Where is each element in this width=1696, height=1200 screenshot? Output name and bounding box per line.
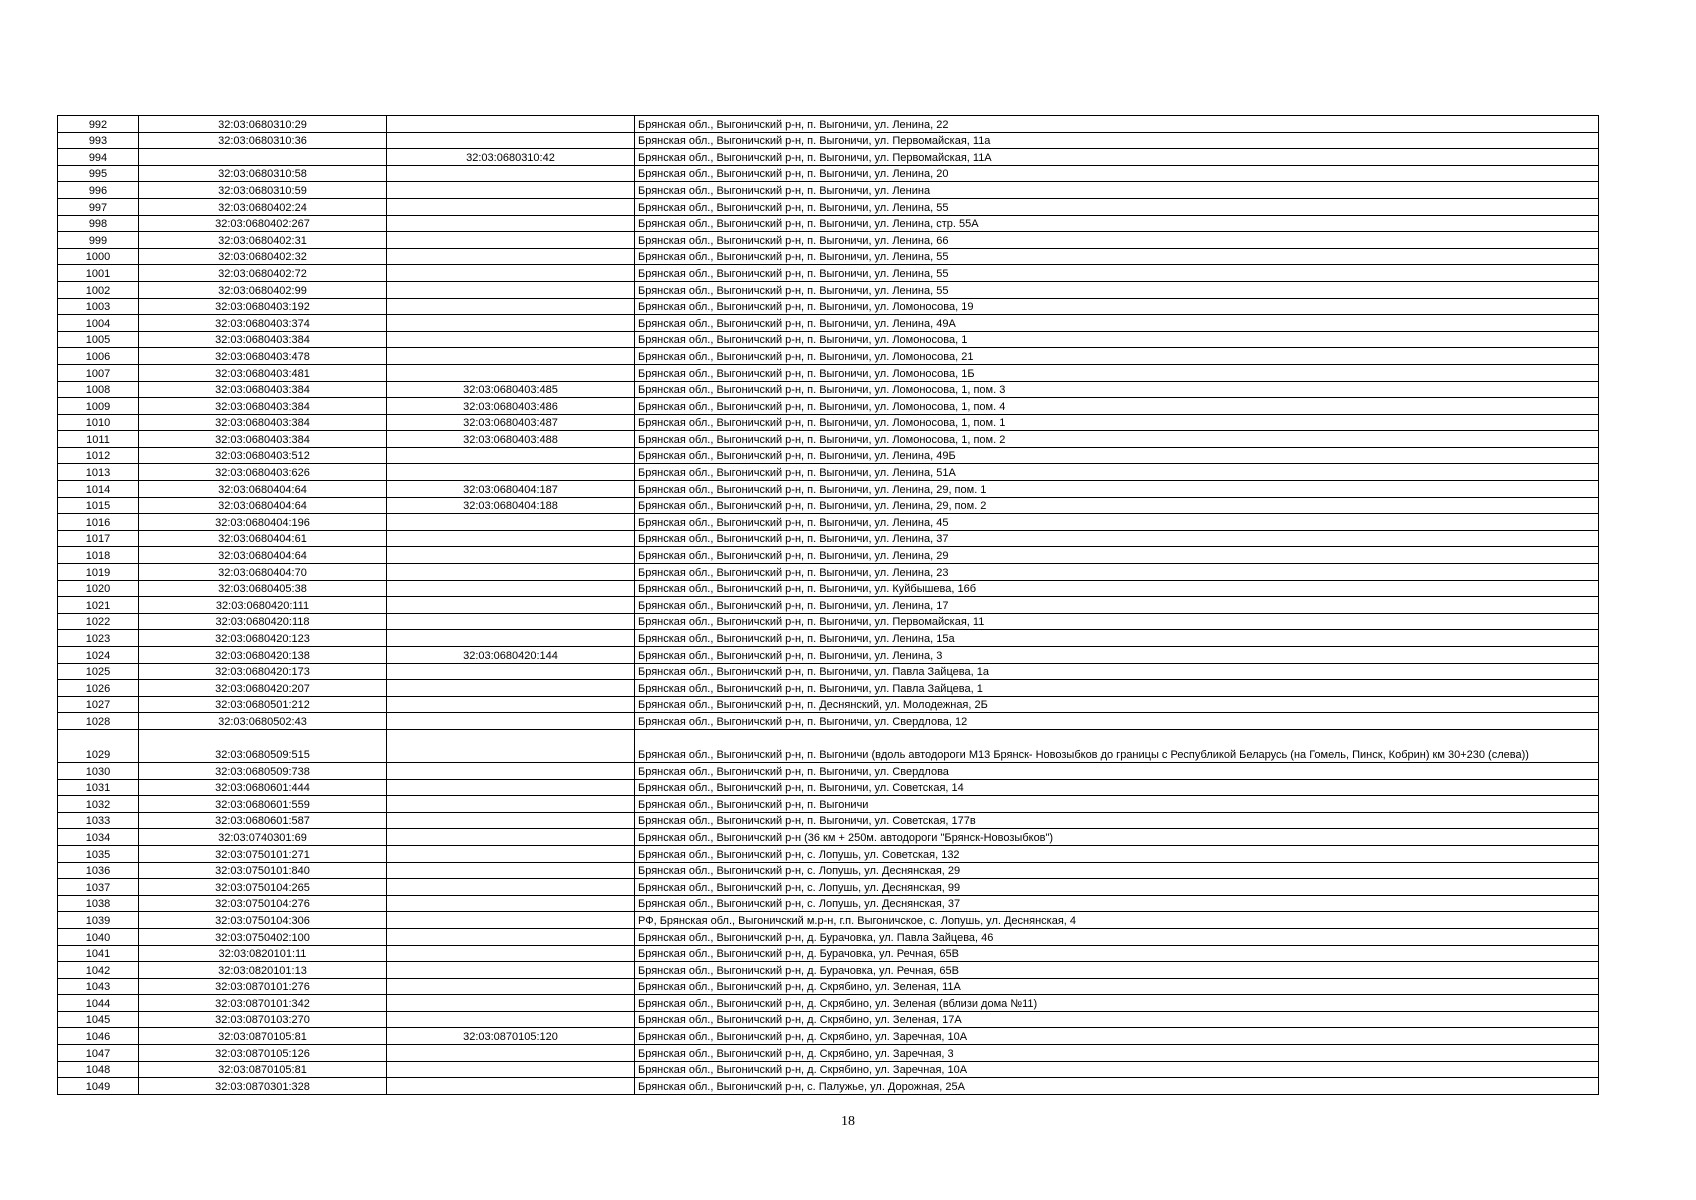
address-cell: Брянская обл., Выгоничский р-н, п. Выгоничи, ул. Ленина, 45 <box>635 514 1599 531</box>
object-number-cell <box>387 514 635 531</box>
address-cell: Брянская обл., Выгоничский р-н, с. Лопушь, ул. Деснянская, 37 <box>635 895 1599 912</box>
table-row <box>58 630 1599 647</box>
row-number-cell: 1024 <box>58 647 139 664</box>
row-number-cell: 1010 <box>58 414 139 431</box>
cadastral-number-cell: 32:03:0680404:70 <box>139 564 387 581</box>
address-cell: Брянская обл., Выгоничский р-н, п. Выгоничи, ул. Ленина, 49А <box>635 315 1599 332</box>
cadastral-number-cell <box>139 149 387 166</box>
table-row <box>58 331 1599 348</box>
object-number-cell <box>387 663 635 680</box>
table-row <box>58 580 1599 597</box>
cadastral-number-cell: 32:03:0870105:81 <box>139 1061 387 1078</box>
row-number-cell: 997 <box>58 198 139 215</box>
address-cell: Брянская обл., Выгоничский р-н, п. Выгоничи, ул. Ленина, 66 <box>635 232 1599 249</box>
table-row <box>58 198 1599 215</box>
object-number-cell <box>387 845 635 862</box>
address-cell: Брянская обл., Выгоничский р-н, п. Выгоничи, ул. Ленина, 55 <box>635 248 1599 265</box>
object-number-cell <box>387 978 635 995</box>
cadastral-number-cell: 32:03:0820101:11 <box>139 945 387 962</box>
cadastral-number-cell: 32:03:0680310:36 <box>139 132 387 149</box>
object-number-cell <box>387 331 635 348</box>
object-number-cell: 32:03:0680420:144 <box>387 647 635 664</box>
row-number-cell: 1044 <box>58 995 139 1012</box>
cadastral-number-cell: 32:03:0680403:481 <box>139 364 387 381</box>
row-number-cell: 1035 <box>58 845 139 862</box>
cadastral-number-cell: 32:03:0680403:374 <box>139 315 387 332</box>
cadastral-number-cell: 32:03:0680405:38 <box>139 580 387 597</box>
table-row <box>58 497 1599 514</box>
object-number-cell <box>387 182 635 199</box>
object-number-cell <box>387 315 635 332</box>
address-cell: Брянская обл., Выгоничский р-н, п. Выгоничи, ул. Ленина, 20 <box>635 165 1599 182</box>
cadastral-number-cell: 32:03:0680403:384 <box>139 331 387 348</box>
row-number-cell: 1036 <box>58 862 139 879</box>
object-number-cell <box>387 547 635 564</box>
table-row <box>58 845 1599 862</box>
address-cell: Брянская обл., Выгоничский р-н, п. Выгоничи <box>635 796 1599 813</box>
cadastral-number-cell: 32:03:0750104:276 <box>139 895 387 912</box>
address-cell: Брянская обл., Выгоничский р-н, п. Выгоничи, ул. Ленина, 29, пом. 1 <box>635 481 1599 498</box>
row-number-cell: 1040 <box>58 928 139 945</box>
row-number-cell: 1022 <box>58 613 139 630</box>
row-number-cell: 999 <box>58 232 139 249</box>
cadastral-number-cell: 32:03:0680601:587 <box>139 812 387 829</box>
object-number-cell: 32:03:0680403:487 <box>387 414 635 431</box>
address-cell: Брянская обл., Выгоничский р-н, п. Выгоничи, ул. Павла Зайцева, 1а <box>635 663 1599 680</box>
cadastral-number-cell: 32:03:0680501:212 <box>139 696 387 713</box>
row-number-cell: 1020 <box>58 580 139 597</box>
cadastral-number-cell: 32:03:0680402:24 <box>139 198 387 215</box>
row-number-cell: 1042 <box>58 962 139 979</box>
table-row <box>58 182 1599 199</box>
address-cell: Брянская обл., Выгоничский р-н, п. Выгоничи, ул. Ленина, 49Б <box>635 447 1599 464</box>
table-row <box>58 265 1599 282</box>
object-number-cell <box>387 564 635 581</box>
cadastral-number-cell: 32:03:0870301:328 <box>139 1078 387 1095</box>
row-number-cell: 1026 <box>58 680 139 697</box>
address-cell: Брянская обл., Выгоничский р-н, п. Выгоничи, ул. Ленина <box>635 182 1599 199</box>
object-number-cell <box>387 132 635 149</box>
row-number-cell: 1029 <box>58 729 139 762</box>
row-number-cell: 1032 <box>58 796 139 813</box>
row-number-cell: 992 <box>58 116 139 133</box>
object-number-cell <box>387 713 635 730</box>
row-number-cell: 1003 <box>58 298 139 315</box>
row-number-cell: 1043 <box>58 978 139 995</box>
address-cell: Брянская обл., Выгоничский р-н, п. Деснянский, ул. Молодежная, 2Б <box>635 696 1599 713</box>
table-row <box>58 1045 1599 1062</box>
table-row <box>58 829 1599 846</box>
page-number: 18 <box>841 1114 855 1129</box>
table-row <box>58 779 1599 796</box>
address-cell: Брянская обл., Выгоничский р-н, д. Скрябино, ул. Зеленая, 11А <box>635 978 1599 995</box>
row-number-cell: 1023 <box>58 630 139 647</box>
address-cell: Брянская обл., Выгоничский р-н, п. Выгоничи, ул. Советская, 177в <box>635 812 1599 829</box>
object-number-cell <box>387 265 635 282</box>
cadastral-number-cell: 32:03:0750101:271 <box>139 845 387 862</box>
table-row <box>58 978 1599 995</box>
row-number-cell: 1027 <box>58 696 139 713</box>
cadastral-number-cell: 32:03:0680402:31 <box>139 232 387 249</box>
row-number-cell: 1005 <box>58 331 139 348</box>
table-row <box>58 232 1599 249</box>
table-row <box>58 879 1599 896</box>
address-cell: Брянская обл., Выгоничский р-н, д. Скрябино, ул. Заречная, 10А <box>635 1028 1599 1045</box>
address-cell: Брянская обл., Выгоничский р-н, д. Бурачовка, ул. Речная, 65В <box>635 945 1599 962</box>
table-row <box>58 862 1599 879</box>
object-number-cell: 32:03:0680403:488 <box>387 431 635 448</box>
address-cell: Брянская обл., Выгоничский р-н, п. Выгоничи, ул. Ломоносова, 1, пом. 3 <box>635 381 1599 398</box>
cadastral-number-cell: 32:03:0680420:111 <box>139 597 387 614</box>
row-number-cell: 1028 <box>58 713 139 730</box>
table-row <box>58 613 1599 630</box>
address-cell: Брянская обл., Выгоничский р-н, п. Выгоничи, ул. Куйбышева, 16б <box>635 580 1599 597</box>
table-row <box>58 895 1599 912</box>
row-number-cell: 1001 <box>58 265 139 282</box>
cadastral-number-cell: 32:03:0870101:342 <box>139 995 387 1012</box>
address-cell: Брянская обл., Выгоничский р-н, п. Выгоничи, ул. Ленина, 17 <box>635 597 1599 614</box>
table-row <box>58 514 1599 531</box>
object-number-cell <box>387 796 635 813</box>
cadastral-number-cell: 32:03:0680402:32 <box>139 248 387 265</box>
table-row <box>58 149 1599 166</box>
object-number-cell <box>387 530 635 547</box>
address-cell: Брянская обл., Выгоничский р-н, п. Выгоничи, ул. Свердлова <box>635 762 1599 779</box>
cadastral-number-cell: 32:03:0870103:270 <box>139 1011 387 1028</box>
row-number-cell: 996 <box>58 182 139 199</box>
table-row <box>58 414 1599 431</box>
address-cell: Брянская обл., Выгоничский р-н, п. Выгоничи, ул. Первомайская, 11 <box>635 613 1599 630</box>
address-cell: Брянская обл., Выгоничский р-н, д. Скрябино, ул. Зеленая (вблизи дома №11) <box>635 995 1599 1012</box>
row-number-cell: 1030 <box>58 762 139 779</box>
object-number-cell: 32:03:0680404:188 <box>387 497 635 514</box>
table-row <box>58 298 1599 315</box>
table-row <box>58 713 1599 730</box>
address-cell: Брянская обл., Выгоничский р-н, п. Выгоничи, ул. Ломоносова, 1Б <box>635 364 1599 381</box>
row-number-cell: 1025 <box>58 663 139 680</box>
address-cell: Брянская обл., Выгоничский р-н, п. Выгоничи, ул. Ломоносова, 21 <box>635 348 1599 365</box>
object-number-cell: 32:03:0680310:42 <box>387 149 635 166</box>
table-row <box>58 812 1599 829</box>
row-number-cell: 1041 <box>58 945 139 962</box>
cadastral-number-cell: 32:03:0680402:99 <box>139 281 387 298</box>
address-cell: Брянская обл., Выгоничский р-н (36 км + 250м. автодороги "Брянск-Новозыбков") <box>635 829 1599 846</box>
cadastral-number-cell: 32:03:0680420:173 <box>139 663 387 680</box>
address-cell: Брянская обл., Выгоничский р-н, с. Лопушь, ул. Деснянская, 29 <box>635 862 1599 879</box>
cadastral-number-cell: 32:03:0680403:384 <box>139 381 387 398</box>
table-row <box>58 962 1599 979</box>
object-number-cell <box>387 198 635 215</box>
address-cell: Брянская обл., Выгоничский р-н, п. Выгоничи, ул. Ленина, 37 <box>635 530 1599 547</box>
address-cell: Брянская обл., Выгоничский р-н, п. Выгоничи, ул. Ломоносова, 1, пом. 2 <box>635 431 1599 448</box>
address-cell: Брянская обл., Выгоничский р-н, п. Выгоничи, ул. Ленина, 29, пом. 2 <box>635 497 1599 514</box>
object-number-cell <box>387 1045 635 1062</box>
table-row <box>58 281 1599 298</box>
cadastral-number-cell: 32:03:0750101:840 <box>139 862 387 879</box>
row-number-cell: 1034 <box>58 829 139 846</box>
cadastral-number-cell: 32:03:0680403:384 <box>139 398 387 415</box>
table-row <box>58 796 1599 813</box>
address-cell: РФ, Брянская обл., Выгоничский м.р-н, г.п. Выгоничское, с. Лопушь, ул. Деснянская, 4 <box>635 912 1599 929</box>
table-row <box>58 1078 1599 1095</box>
object-number-cell <box>387 1011 635 1028</box>
table-row <box>58 647 1599 664</box>
table-row <box>58 1061 1599 1078</box>
object-number-cell <box>387 298 635 315</box>
address-cell: Брянская обл., Выгоничский р-н, д. Скрябино, ул. Заречная, 3 <box>635 1045 1599 1062</box>
cadastral-number-cell: 32:03:0680403:384 <box>139 431 387 448</box>
row-number-cell: 995 <box>58 165 139 182</box>
row-number-cell: 1018 <box>58 547 139 564</box>
object-number-cell <box>387 580 635 597</box>
row-number-cell: 1031 <box>58 779 139 796</box>
object-number-cell: 32:03:0680403:485 <box>387 381 635 398</box>
object-number-cell <box>387 248 635 265</box>
cadastral-number-cell: 32:03:0680601:444 <box>139 779 387 796</box>
table-row <box>58 945 1599 962</box>
cadastral-number-cell: 32:03:0680601:559 <box>139 796 387 813</box>
table-row <box>58 564 1599 581</box>
address-cell: Брянская обл., Выгоничский р-н, п. Выгоничи, ул. Ломоносова, 1, пом. 4 <box>635 398 1599 415</box>
row-number-cell: 1046 <box>58 1028 139 1045</box>
row-number-cell: 1000 <box>58 248 139 265</box>
object-number-cell <box>387 447 635 464</box>
table-row <box>58 398 1599 415</box>
cadastral-number-cell: 32:03:0680404:64 <box>139 547 387 564</box>
row-number-cell: 1021 <box>58 597 139 614</box>
table-row <box>58 348 1599 365</box>
object-number-cell <box>387 597 635 614</box>
table-row <box>58 364 1599 381</box>
cadastral-number-cell: 32:03:0740301:69 <box>139 829 387 846</box>
table-row <box>58 165 1599 182</box>
cadastral-number-cell: 32:03:0680403:512 <box>139 447 387 464</box>
cadastral-number-cell: 32:03:0680404:64 <box>139 481 387 498</box>
cadastral-number-cell: 32:03:0680502:43 <box>139 713 387 730</box>
object-number-cell <box>387 165 635 182</box>
object-number-cell <box>387 945 635 962</box>
object-number-cell <box>387 762 635 779</box>
row-number-cell: 1015 <box>58 497 139 514</box>
table-row <box>58 431 1599 448</box>
row-number-cell: 1012 <box>58 447 139 464</box>
row-number-cell: 993 <box>58 132 139 149</box>
object-number-cell: 32:03:0680404:187 <box>387 481 635 498</box>
row-number-cell: 1007 <box>58 364 139 381</box>
object-number-cell <box>387 215 635 232</box>
table-row <box>58 447 1599 464</box>
table-row <box>58 928 1599 945</box>
table-row <box>58 215 1599 232</box>
row-number-cell: 1009 <box>58 398 139 415</box>
table-row <box>58 696 1599 713</box>
object-number-cell <box>387 630 635 647</box>
address-cell: Брянская обл., Выгоничский р-н, д. Бурачовка, ул. Речная, 65В <box>635 962 1599 979</box>
registry-table <box>57 115 1599 1095</box>
table-row <box>58 248 1599 265</box>
address-cell: Брянская обл., Выгоничский р-н, с. Лопушь, ул. Советская, 132 <box>635 845 1599 862</box>
address-cell: Брянская обл., Выгоничский р-н, п. Выгоничи, ул. Советская, 14 <box>635 779 1599 796</box>
row-number-cell: 1014 <box>58 481 139 498</box>
cadastral-number-cell: 32:03:0680310:58 <box>139 165 387 182</box>
row-number-cell: 1049 <box>58 1078 139 1095</box>
address-cell: Брянская обл., Выгоничский р-н, п. Выгоничи, ул. Ленина, 15а <box>635 630 1599 647</box>
cadastral-number-cell: 32:03:0870101:276 <box>139 978 387 995</box>
address-cell: Брянская обл., Выгоничский р-н, с. Палужье, ул. Дорожная, 25А <box>635 1078 1599 1095</box>
cadastral-number-cell: 32:03:0680404:64 <box>139 497 387 514</box>
table-row <box>58 547 1599 564</box>
cadastral-number-cell: 32:03:0680420:207 <box>139 680 387 697</box>
address-cell: Брянская обл., Выгоничский р-н, п. Выгоничи, ул. Ленина, 29 <box>635 547 1599 564</box>
row-number-cell: 1047 <box>58 1045 139 1062</box>
object-number-cell <box>387 696 635 713</box>
cadastral-number-cell: 32:03:0680310:59 <box>139 182 387 199</box>
address-cell: Брянская обл., Выгоничский р-н, п. Выгоничи, ул. Ломоносова, 1, пом. 1 <box>635 414 1599 431</box>
cadastral-number-cell: 32:03:0680420:138 <box>139 647 387 664</box>
address-cell: Брянская обл., Выгоничский р-н, п. Выгоничи (вдоль автодороги М13 Брянск- Новозыбков до границы с Республикой Беларусь (на Гомель, Пинск, Кобрин) км 30+230 (слева)) <box>635 729 1599 762</box>
row-number-cell: 1039 <box>58 912 139 929</box>
object-number-cell <box>387 680 635 697</box>
address-cell: Брянская обл., Выгоничский р-н, п. Выгоничи, ул. Ленина, 3 <box>635 647 1599 664</box>
cadastral-number-cell: 32:03:0680420:118 <box>139 613 387 630</box>
address-cell: Брянская обл., Выгоничский р-н, п. Выгоничи, ул. Ленина, 51А <box>635 464 1599 481</box>
row-number-cell: 1011 <box>58 431 139 448</box>
object-number-cell <box>387 348 635 365</box>
address-cell: Брянская обл., Выгоничский р-н, п. Выгоничи, ул. Ломоносова, 1 <box>635 331 1599 348</box>
address-cell: Брянская обл., Выгоничский р-н, п. Выгоничи, ул. Ленина, 55 <box>635 281 1599 298</box>
cadastral-number-cell: 32:03:0680403:192 <box>139 298 387 315</box>
row-number-cell: 1045 <box>58 1011 139 1028</box>
cadastral-number-cell: 32:03:0750104:265 <box>139 879 387 896</box>
table-row <box>58 597 1599 614</box>
address-cell: Брянская обл., Выгоничский р-н, п. Выгоничи, ул. Первомайская, 11А <box>635 149 1599 166</box>
object-number-cell <box>387 116 635 133</box>
object-number-cell <box>387 962 635 979</box>
table-row <box>58 464 1599 481</box>
object-number-cell: 32:03:0870105:120 <box>387 1028 635 1045</box>
row-number-cell: 1013 <box>58 464 139 481</box>
table-row <box>58 116 1599 133</box>
object-number-cell <box>387 613 635 630</box>
cadastral-number-cell: 32:03:0680404:196 <box>139 514 387 531</box>
cadastral-number-cell: 32:03:0680402:72 <box>139 265 387 282</box>
table-row <box>58 680 1599 697</box>
object-number-cell <box>387 1078 635 1095</box>
registry-table-body <box>58 116 1599 1095</box>
table-row <box>58 762 1599 779</box>
object-number-cell <box>387 995 635 1012</box>
object-number-cell <box>387 232 635 249</box>
address-cell: Брянская обл., Выгоничский р-н, п. Выгоничи, ул. Ленина, 22 <box>635 116 1599 133</box>
address-cell: Брянская обл., Выгоничский р-н, д. Бурачовка, ул. Павла Зайцева, 46 <box>635 928 1599 945</box>
object-number-cell <box>387 829 635 846</box>
object-number-cell: 32:03:0680403:486 <box>387 398 635 415</box>
cadastral-number-cell: 32:03:0680509:515 <box>139 729 387 762</box>
address-cell: Брянская обл., Выгоничский р-н, с. Лопушь, ул. Деснянская, 99 <box>635 879 1599 896</box>
address-cell: Брянская обл., Выгоничский р-н, п. Выгоничи, ул. Ленина, 55 <box>635 198 1599 215</box>
row-number-cell: 1019 <box>58 564 139 581</box>
address-cell: Брянская обл., Выгоничский р-н, п. Выгоничи, ул. Ленина, 55 <box>635 265 1599 282</box>
table-row <box>58 315 1599 332</box>
cadastral-number-cell: 32:03:0680403:626 <box>139 464 387 481</box>
object-number-cell <box>387 779 635 796</box>
cadastral-number-cell: 32:03:0870105:126 <box>139 1045 387 1062</box>
row-number-cell: 1037 <box>58 879 139 896</box>
row-number-cell: 1008 <box>58 381 139 398</box>
object-number-cell <box>387 729 635 762</box>
row-number-cell: 1006 <box>58 348 139 365</box>
table-row <box>58 132 1599 149</box>
row-number-cell: 994 <box>58 149 139 166</box>
row-number-cell: 1048 <box>58 1061 139 1078</box>
row-number-cell: 1002 <box>58 281 139 298</box>
cadastral-number-cell: 32:03:0680509:738 <box>139 762 387 779</box>
object-number-cell <box>387 928 635 945</box>
table-row <box>58 1028 1599 1045</box>
row-number-cell: 1038 <box>58 895 139 912</box>
cadastral-number-cell: 32:03:0680404:61 <box>139 530 387 547</box>
table-row <box>58 912 1599 929</box>
cadastral-number-cell: 32:03:0680420:123 <box>139 630 387 647</box>
table-row <box>58 381 1599 398</box>
address-cell: Брянская обл., Выгоничский р-н, п. Выгоничи, ул. Павла Зайцева, 1 <box>635 680 1599 697</box>
object-number-cell <box>387 862 635 879</box>
address-cell: Брянская обл., Выгоничский р-н, п. Выгоничи, ул. Ломоносова, 19 <box>635 298 1599 315</box>
table-row <box>58 995 1599 1012</box>
table-row <box>58 663 1599 680</box>
table-row <box>58 481 1599 498</box>
address-cell: Брянская обл., Выгоничский р-н, д. Скрябино, ул. Зеленая, 17А <box>635 1011 1599 1028</box>
row-number-cell: 1004 <box>58 315 139 332</box>
row-number-cell: 1016 <box>58 514 139 531</box>
address-cell: Брянская обл., Выгоничский р-н, д. Скрябино, ул. Заречная, 10А <box>635 1061 1599 1078</box>
object-number-cell <box>387 912 635 929</box>
cadastral-number-cell: 32:03:0680403:478 <box>139 348 387 365</box>
table-row <box>58 1011 1599 1028</box>
address-cell: Брянская обл., Выгоничский р-н, п. Выгоничи, ул. Ленина, стр. 55А <box>635 215 1599 232</box>
table-row <box>58 729 1599 762</box>
cadastral-number-cell: 32:03:0820101:13 <box>139 962 387 979</box>
object-number-cell <box>387 895 635 912</box>
cadastral-number-cell: 32:03:0750104:306 <box>139 912 387 929</box>
address-cell: Брянская обл., Выгоничский р-н, п. Выгоничи, ул. Ленина, 23 <box>635 564 1599 581</box>
object-number-cell <box>387 812 635 829</box>
object-number-cell <box>387 281 635 298</box>
row-number-cell: 1033 <box>58 812 139 829</box>
cadastral-number-cell: 32:03:0680402:267 <box>139 215 387 232</box>
row-number-cell: 1017 <box>58 530 139 547</box>
cadastral-number-cell: 32:03:0680403:384 <box>139 414 387 431</box>
table-row <box>58 530 1599 547</box>
cadastral-number-cell: 32:03:0870105:81 <box>139 1028 387 1045</box>
object-number-cell <box>387 364 635 381</box>
address-cell: Брянская обл., Выгоничский р-н, п. Выгоничи, ул. Первомайская, 11а <box>635 132 1599 149</box>
row-number-cell: 998 <box>58 215 139 232</box>
address-cell: Брянская обл., Выгоничский р-н, п. Выгоничи, ул. Свердлова, 12 <box>635 713 1599 730</box>
object-number-cell <box>387 1061 635 1078</box>
cadastral-number-cell: 32:03:0750402:100 <box>139 928 387 945</box>
object-number-cell <box>387 879 635 896</box>
object-number-cell <box>387 464 635 481</box>
cadastral-number-cell: 32:03:0680310:29 <box>139 116 387 133</box>
